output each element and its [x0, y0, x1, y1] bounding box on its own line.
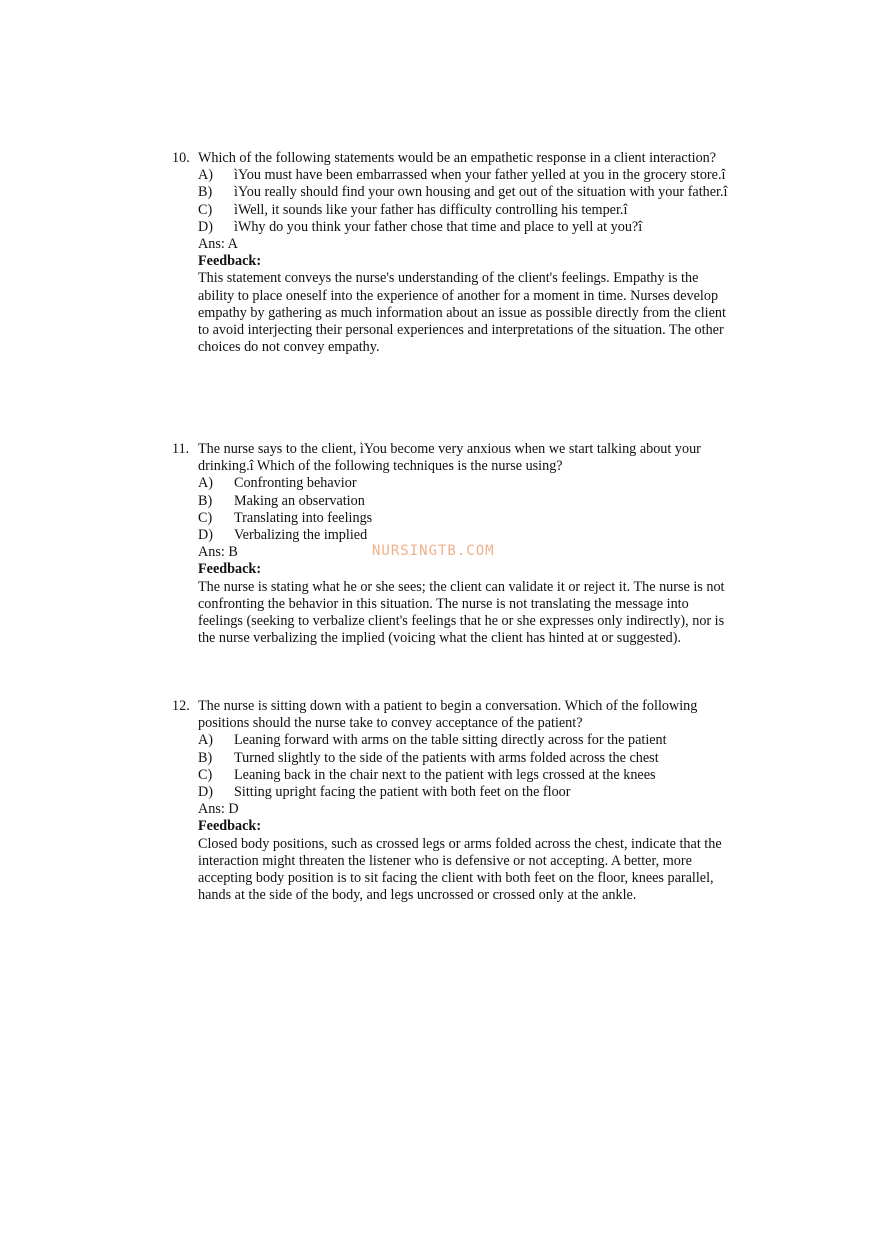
choice-text: Translating into feelings: [234, 509, 373, 526]
watermark: NURSINGTB.COM: [372, 543, 495, 559]
choice-text: ìYou must have been embarrassed when your father yelled at you in the grocery store.î: [234, 167, 726, 184]
choice-label: D): [198, 527, 213, 544]
choice-text: Making an observation: [234, 492, 365, 509]
question-number: 11.: [172, 441, 190, 457]
choice-d: [198, 784, 732, 801]
answer: Ans: A: [198, 236, 238, 253]
choice-c: [198, 767, 732, 784]
choice-label: A): [198, 475, 213, 492]
question-number: 10.: [172, 150, 190, 166]
question-stem: [172, 698, 732, 732]
feedback-text: Closed body positions, such as crossed legs or arms folded across the chest, indicate that the interaction might threaten the listener who is defensive or not accepting. A better, more accepting body position is to sit facing the client with both feet on the floor, knees parallel, hands at the side of the body, and legs uncrossed or crossed only at the ankle.: [198, 835, 722, 904]
choice-c: [198, 202, 732, 219]
choice-text: Verbalizing the implied: [234, 527, 368, 544]
choice-d: [198, 219, 732, 236]
feedback-text: This statement conveys the nurse's understanding of the client's feelings. Empathy is the ability to place oneself into the experience of another for a moment in time. Nurses develop empathy by gathering as much information about an issue as possible directly from the client to avoid interjecting their personal experiences and interpretations of the situation. The other choices do not convey empathy.: [198, 270, 726, 356]
choice-b: [198, 493, 732, 510]
choice-a: [198, 475, 732, 492]
choice-text: Leaning back in the chair next to the patient with legs crossed at the knees: [234, 766, 656, 783]
choice-label: B): [198, 749, 213, 766]
choice-b: [198, 750, 732, 767]
choice-label: B): [198, 184, 213, 201]
choice-label: C): [198, 766, 213, 783]
choice-text: Leaning forward with arms on the table sitting directly across for the patient: [234, 732, 667, 749]
choice-label: C): [198, 201, 213, 218]
question-text: The nurse is sitting down with a patient to begin a conversation. Which of the following positions should the nurse take to convey acceptance of the patient?: [198, 698, 698, 732]
question-stem: [172, 150, 732, 167]
choice-label: A): [198, 732, 213, 749]
question-stem: [172, 441, 732, 475]
feedback-text: The nurse is stating what he or she sees; the client can validate it or reject it. The nurse is not confronting the behavior in this situation. The nurse is not translating the message into feelings (seeking to verbalize client's feelings that he or she expresses only indirectly), nor is the nurse verbalizing the implied (voicing what the client has hinted at or suggested).: [198, 578, 725, 647]
choice-label: A): [198, 167, 213, 184]
choice-text: ìYou really should find your own housing and get out of the situation with your father.î: [234, 184, 728, 201]
choice-text: ìWhy do you think your father chose that time and place to yell at you?î: [234, 218, 643, 235]
feedback-label: Feedback:: [198, 818, 262, 835]
question-number: 12.: [172, 698, 190, 714]
question-10: [172, 150, 732, 356]
answer: Ans: B: [198, 544, 238, 561]
choice-text: ìWell, it sounds like your father has difficulty controlling his temper.î: [234, 201, 628, 218]
feedback-label: Feedback:: [198, 253, 262, 270]
choice-text: Turned slightly to the side of the patients with arms folded across the chest: [234, 749, 659, 766]
question-12: [172, 698, 732, 904]
question-text: Which of the following statements would be an empathetic response in a client interaction?: [198, 150, 717, 166]
choice-label: B): [198, 492, 213, 509]
choice-b: [198, 184, 732, 201]
choice-label: C): [198, 509, 213, 526]
feedback-label: Feedback:: [198, 561, 262, 578]
choice-label: D): [198, 784, 213, 801]
choice-d: [198, 527, 732, 544]
choice-label: D): [198, 218, 213, 235]
choice-a: [198, 732, 732, 749]
question-text: The nurse says to the client, ìYou become very anxious when we start talking about your drinking.î Which of the following techniques is the nurse using?: [198, 441, 701, 475]
choice-text: Confronting behavior: [234, 475, 357, 492]
choice-a: [198, 167, 732, 184]
choice-c: [198, 510, 732, 527]
choice-text: Sitting upright facing the patient with both feet on the floor: [234, 784, 571, 801]
answer: Ans: D: [198, 801, 239, 818]
